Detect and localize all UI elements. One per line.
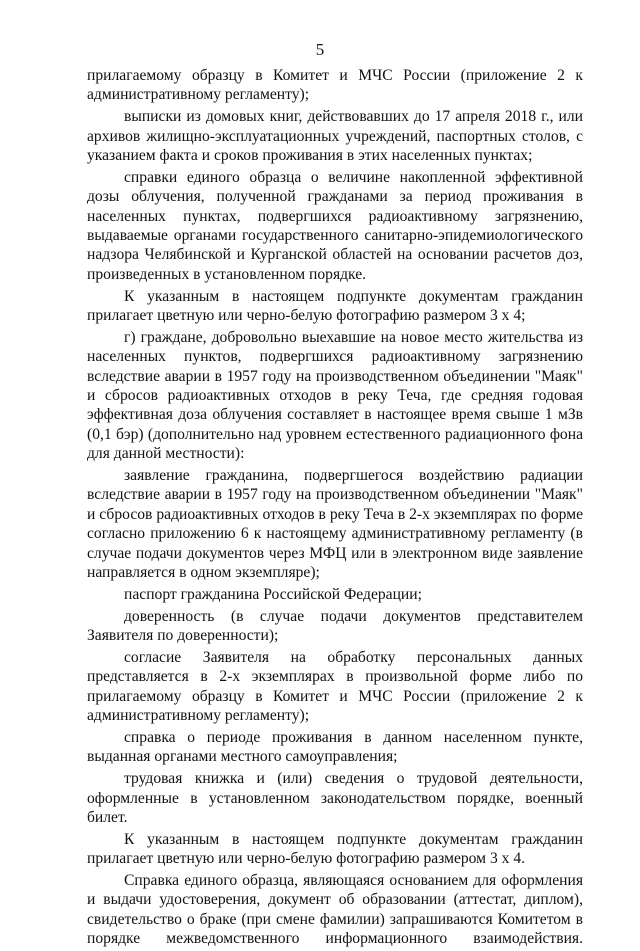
paragraph: К указанным в настоящем подпункте документам гражданин прилагает цветную или черно-белую фотографию размером 3 х 4. [87,830,583,868]
paragraph: трудовая книжка и (или) сведения о трудовой деятельности, оформленные в установленном законодательством порядке, военный билет. [87,770,583,826]
paragraph: К указанным в настоящем подпункте документам гражданин прилагает цветную или черно-белую фотографию размером 3 х 4; [87,287,583,325]
page-number: 5 [315,40,325,59]
paragraph: заявление гражданина, подвергшегося воздействию радиации вследствие аварии в 1957 году на производственном объединении "Маяк" и сбросов радиоактивных отходов в реку Теча в 2-х экземплярах по форме согласно приложению 6 к настоящему административному регламенту (в случае подачи документов через МФЦ или в электронном виде заявление направляется в одном экземпляре); [87,467,583,582]
paragraph: согласие Заявителя на обработку персональных данных представляется в 2-х экземплярах в произвольной форме либо по прилагаемому образцу в Комитет и МЧС России (приложение 2 к административному регламенту); [87,648,583,725]
paragraph: прилагаемому образцу в Комитет и МЧС России (приложение 2 к административному регламенту); [87,67,583,104]
paragraph: г) граждане, добровольно выехавшие на новое место жительства из населенных пунктов, подвергшихся радиоактивному загрязнению вследствие аварии в 1957 году на производственном объединении "Маяк" и сбросов радиоактивных отходов в реку Теча, где средняя годовая эффективная доза облучения составляет в настоящее время свыше 1 мЗв (0,1 бэр) (дополнительно над уровнем естественного радиационного фона для данной местности): [87,328,583,463]
paragraph: выписки из домовых книг, действовавших до 17 апреля 2018 г., или архивов жилищно-эксплуатационных учреждений, паспортных столов, с указанием факта и сроков проживания в этих населенных пунктах; [87,108,583,165]
paragraph: справка о периоде проживания в данном населенном пункте, выданная органами местного самоуправления; [87,728,583,766]
paragraph: Справка единого образца, являющаяся основанием для оформления и выдачи удостоверения, документ об образовании (аттестат, диплом), свидетельство о браке (при смене фамилии) запрашиваются Комитетом в порядке межведомственного информационного взаимодействия. [87,871,583,948]
paragraph: доверенность (в случае подачи документов представителем Заявителя по доверенности); [87,607,583,645]
document-body [87,66,583,951]
paragraph: справки единого образца о величине накопленной эффективной дозы облучения, полученной гражданами за период проживания в населенных пунктах, подвергшихся радиоактивному загрязнению, выдаваемые органами государственного санитарно-эпидемиологического надзора Челябинской и Курганской областей на основании расчетов доз, произведенных в установленном порядке. [87,168,583,283]
paragraph: паспорт гражданина Российской Федерации; [124,585,422,603]
